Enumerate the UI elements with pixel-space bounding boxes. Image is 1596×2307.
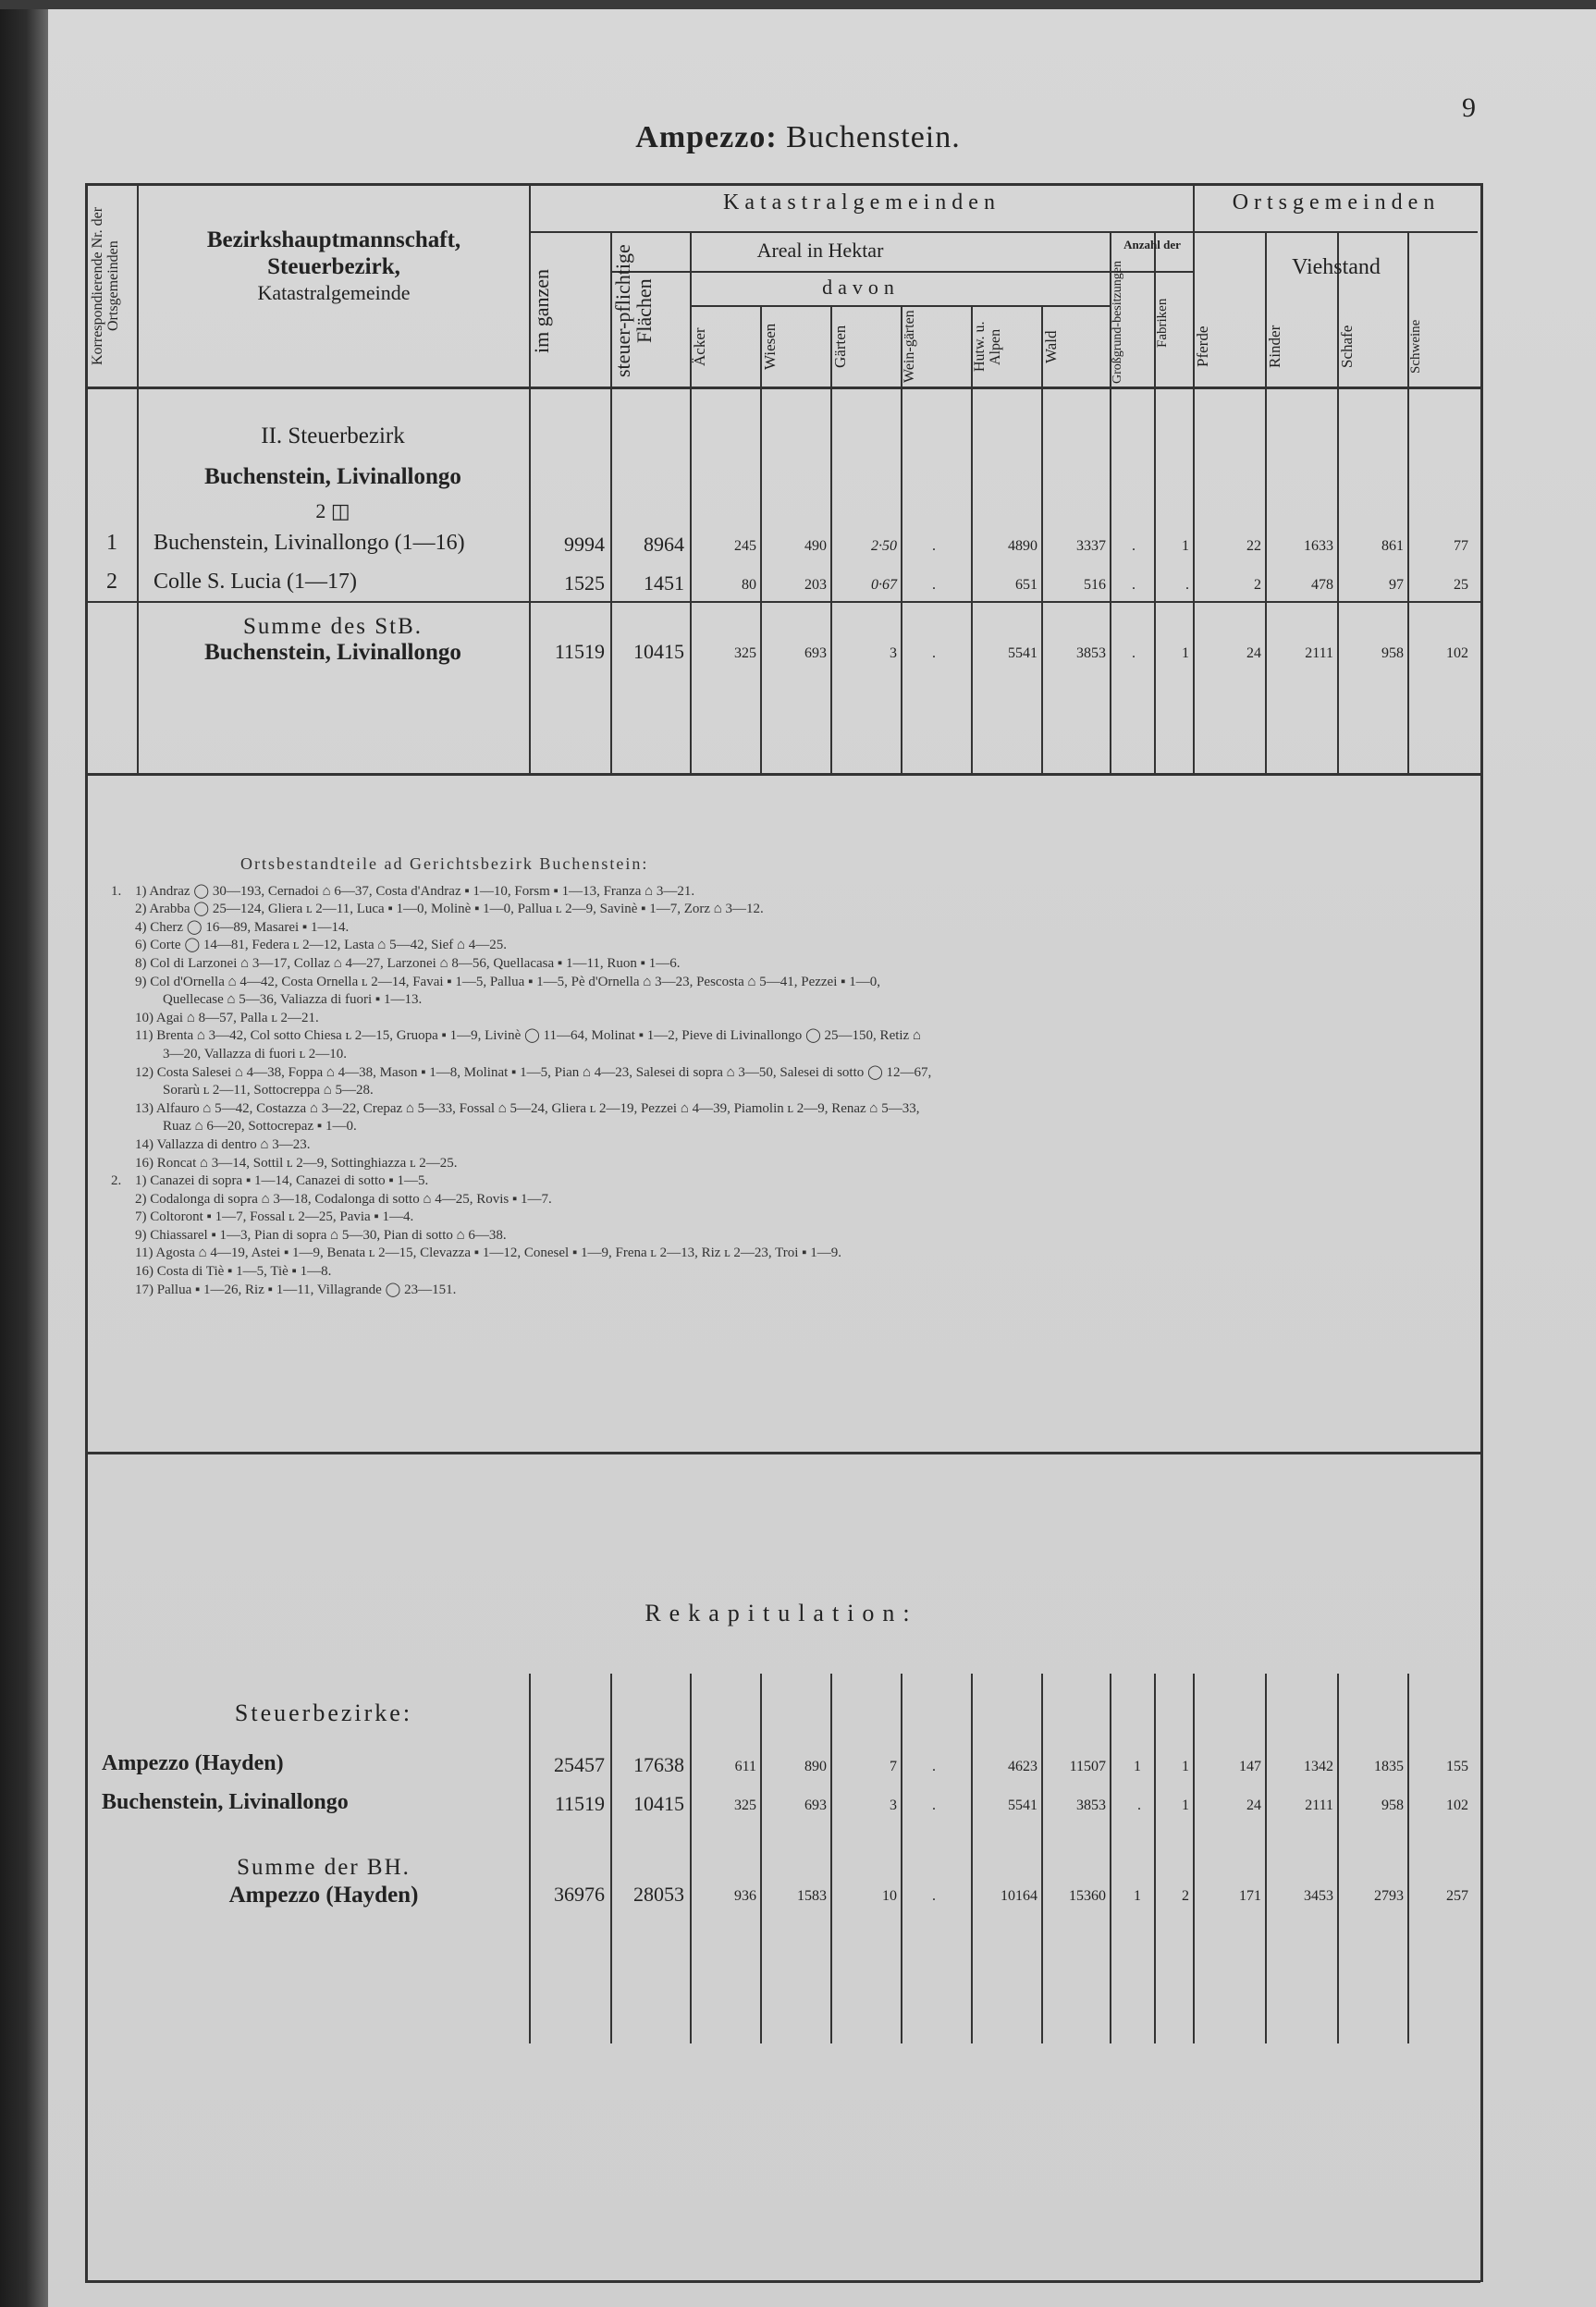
note-text: 9) Chiassarel ▪ 1—3, Pian di sopra ⌂ 5—30, Pian di sotto ⌂ 6—38. bbox=[135, 1227, 507, 1243]
note-line bbox=[111, 1046, 1452, 1064]
row2-schafe: 97 bbox=[1389, 577, 1404, 593]
recap-sum-im-ganzen: 36976 bbox=[554, 1883, 605, 1906]
header-im-ganzen: im ganzen bbox=[530, 268, 553, 353]
note-text: 1) Canazei di sopra ▪ 1—14, Canazei di sotto ▪ 1—5. bbox=[135, 1173, 429, 1189]
row1-gross: . bbox=[1132, 538, 1136, 554]
recap-sum-wald: 15360 bbox=[1069, 1888, 1106, 1904]
note-line bbox=[111, 937, 1452, 955]
header-schweine: Schweine bbox=[1408, 319, 1423, 374]
recap-sum-fabriken: 2 bbox=[1182, 1888, 1189, 1904]
sum-schafe: 958 bbox=[1381, 645, 1404, 661]
note-text: 2) Arabba ◯ 25—124, Gliera ʟ 2—11, Luca ▪ 1—0, Molinè ▪ 1—0, Pallua ʟ 2—9, Savinè ▪ 1—7, Zorz ⌂ 3—12. bbox=[135, 902, 764, 917]
sum-hutw: 5541 bbox=[1008, 645, 1037, 661]
row2-wein: . bbox=[932, 577, 936, 593]
recap-sum-aecker: 936 bbox=[734, 1888, 756, 1904]
note-line bbox=[111, 1263, 1452, 1282]
recap-sum-gross: 1 bbox=[1134, 1888, 1141, 1904]
book-spine-shadow bbox=[0, 0, 48, 2307]
recap-row1-name: Ampezzo (Hayden) bbox=[102, 1751, 284, 1775]
rule-davon bbox=[612, 271, 1193, 273]
recap-row1-gross: 1 bbox=[1134, 1759, 1141, 1774]
row2-gross: . bbox=[1132, 577, 1136, 593]
sum-fabriken: 1 bbox=[1182, 645, 1189, 661]
note-text: 12) Costa Salesei ⌂ 4—38, Foppa ⌂ 4—38, Mason ▪ 1—8, Molinat ▪ 1—5, Pian ⌂ 4—23, Salesei di sopra ⌂ 3—50, Salesei di sotto ◯ 12—67, bbox=[135, 1064, 932, 1080]
header-district bbox=[141, 227, 527, 304]
rule-table-bottom bbox=[85, 773, 1480, 776]
rule-top bbox=[85, 183, 1480, 186]
row1-aecker: 245 bbox=[734, 538, 756, 554]
row2-hutw: 651 bbox=[1015, 577, 1037, 593]
note-line bbox=[111, 1118, 1452, 1136]
sum-im-ganzen: 11519 bbox=[554, 640, 605, 663]
sum-label-line2: Buchenstein, Livinallongo bbox=[204, 640, 461, 665]
row1-schafe: 861 bbox=[1381, 538, 1404, 554]
header-weingaerten: Wein-gärten bbox=[902, 310, 917, 384]
sum-wald: 3853 bbox=[1076, 645, 1106, 661]
row2-nr: 2 bbox=[106, 570, 117, 594]
recap-row2-fabriken: 1 bbox=[1182, 1798, 1189, 1813]
row2-name: Colle S. Lucia (1—17) bbox=[153, 570, 357, 594]
row2-pferde: 2 bbox=[1254, 577, 1261, 593]
recap-row2-schafe: 958 bbox=[1381, 1798, 1404, 1813]
row2-gaerten: 0·67 bbox=[871, 577, 897, 593]
header-gaerten: Gärten bbox=[831, 325, 849, 369]
rule-area bbox=[529, 231, 1193, 233]
note-line bbox=[111, 1245, 1452, 1263]
recap-row1-fabriken: 1 bbox=[1182, 1759, 1189, 1774]
row1-steuer: 8964 bbox=[644, 533, 684, 556]
recap-vrule-ganzen bbox=[610, 1674, 612, 2043]
note-text: Ruaz ⌂ 6—20, Sottocrepaz ▪ 1—0. bbox=[163, 1119, 357, 1135]
rule-row2 bbox=[85, 601, 1480, 603]
note-text: 11) Brenta ⌂ 3—42, Col sotto Chiesa ʟ 2—15, Gruopa ▪ 1—9, Livinè ◯ 11—64, Molinat ▪ 1—2, Pieve di Livinallongo ◯ 25—150, Retiz ⌂ bbox=[135, 1028, 921, 1044]
row1-hutw: 4890 bbox=[1008, 538, 1037, 554]
recap-vrule-wiesen bbox=[830, 1674, 832, 2043]
note-line bbox=[111, 919, 1452, 938]
header-district-line3: Katastralgemeinde bbox=[257, 280, 411, 304]
section-steuerbezirk: II. Steuerbezirk bbox=[261, 423, 405, 448]
row1-wein: . bbox=[932, 538, 936, 554]
recap-vrule-rinder bbox=[1337, 1674, 1339, 2043]
recap-row2-gross: . bbox=[1137, 1798, 1141, 1813]
sum-gross: . bbox=[1132, 645, 1136, 661]
header-grossgrund: Großgrund-besitzungen bbox=[1111, 261, 1124, 385]
recap-row1-wiesen: 890 bbox=[804, 1759, 827, 1774]
header-aecker: Äcker bbox=[691, 327, 708, 366]
recap-vrule-aecker bbox=[760, 1674, 762, 2043]
note-line bbox=[111, 1027, 1452, 1046]
header-wald: Wald bbox=[1042, 330, 1060, 363]
recap-sum-gaerten: 10 bbox=[882, 1888, 897, 1904]
recap-row2-pferde: 24 bbox=[1246, 1798, 1261, 1813]
sum-pferde: 24 bbox=[1246, 645, 1261, 661]
recap-row2-name: Buchenstein, Livinallongo bbox=[102, 1790, 349, 1814]
recap-row2-wald: 3853 bbox=[1076, 1798, 1106, 1813]
note-line bbox=[111, 1155, 1452, 1173]
recap-vrule-fabriken bbox=[1193, 1674, 1195, 2043]
note-line bbox=[111, 1082, 1452, 1100]
recap-vrule-pferde bbox=[1265, 1674, 1267, 2043]
header-anzahl: Anzahl der bbox=[1123, 238, 1181, 252]
header-katastralgemeinden: Katastralgemeinden bbox=[723, 190, 1001, 215]
recap-row2-rinder: 2111 bbox=[1305, 1798, 1333, 1813]
sum-schweine: 102 bbox=[1446, 645, 1468, 661]
section-steuerbezirk-name: Buchenstein, Livinallongo bbox=[204, 464, 461, 489]
sum-rinder: 2111 bbox=[1305, 645, 1333, 661]
note-line bbox=[111, 1227, 1452, 1246]
recap-sum-hutw: 10164 bbox=[1001, 1888, 1037, 1904]
recap-title: Rekapitulation: bbox=[645, 1600, 918, 1626]
row2-aecker: 80 bbox=[742, 577, 756, 593]
sum-wein: . bbox=[932, 645, 936, 661]
header-areal: Areal in Hektar bbox=[756, 239, 884, 262]
recap-sum-steuer: 28053 bbox=[633, 1883, 684, 1906]
notes-heading: Ortsbestandteile ad Gerichtsbezirk Buchenstein: bbox=[240, 854, 649, 873]
row1-fabriken: 1 bbox=[1182, 538, 1189, 554]
recap-vrule-hutw bbox=[1041, 1674, 1043, 2043]
note-text: 16) Costa di Tiè ▪ 1—5, Tiè ▪ 1—8. bbox=[135, 1264, 332, 1280]
rule-header-bottom bbox=[85, 387, 1480, 389]
note-line bbox=[111, 991, 1452, 1010]
note-text: Quellecase ⌂ 5—36, Valiazza di fuori ▪ 1—13. bbox=[163, 992, 423, 1008]
recap-row2-schweine: 102 bbox=[1446, 1798, 1468, 1813]
note-line bbox=[111, 901, 1452, 919]
recap-row2-steuer: 10415 bbox=[633, 1792, 684, 1815]
recap-row2-gaerten: 3 bbox=[890, 1798, 897, 1813]
sum-wiesen: 693 bbox=[804, 645, 827, 661]
notes-lines bbox=[111, 883, 1452, 1300]
recap-vrule-wald bbox=[1110, 1674, 1111, 2043]
note-text: 11) Agosta ⌂ 4—19, Astei ▪ 1—9, Benata ʟ 2—15, Clevazza ▪ 1—12, Conesel ▪ 1—9, Frena ʟ 2—13, Riz ʟ 2—23, Troi ▪ 1—9. bbox=[135, 1246, 841, 1261]
page-number: 9 bbox=[1462, 92, 1476, 123]
note-line bbox=[111, 1136, 1452, 1155]
row1-schweine: 77 bbox=[1454, 538, 1468, 554]
page-top-edge bbox=[0, 0, 1596, 9]
recap-row2-wiesen: 693 bbox=[804, 1798, 827, 1813]
rule-orts bbox=[1193, 231, 1478, 233]
header-hutweiden: Hutw. u. Alpen bbox=[972, 321, 1003, 373]
recap-sum-schafe: 2793 bbox=[1374, 1888, 1404, 1904]
recap-row1-wein: . bbox=[932, 1759, 936, 1774]
note-line bbox=[111, 883, 1452, 902]
row2-fabriken: . bbox=[1185, 577, 1189, 593]
header-davon: davon bbox=[822, 276, 900, 299]
row1-wiesen: 490 bbox=[804, 538, 827, 554]
header-district-line2: Steuerbezirk, bbox=[267, 253, 400, 279]
note-line bbox=[111, 1064, 1452, 1083]
note-text: 13) Alfauro ⌂ 5—42, Costazza ⌂ 3—22, Crepaz ⌂ 5—33, Fossal ⌂ 5—24, Gliera ʟ 2—19, Pezzei ⌂ 4—39, Piamolin ʟ 2—9, Renaz ⌂ 5—33, bbox=[135, 1100, 920, 1116]
row2-wald: 516 bbox=[1084, 577, 1106, 593]
recap-row1-rinder: 1342 bbox=[1304, 1759, 1333, 1774]
note-text: 6) Corte ◯ 14—81, Federa ʟ 2—12, Lasta ⌂ 5—42, Sief ⌂ 4—25. bbox=[135, 938, 508, 953]
note-text: 1) Andraz ◯ 30—193, Cernadoi ⌂ 6—37, Costa d'Andraz ▪ 1—10, Forsm ▪ 1—13, Franza ⌂ 3—21. bbox=[135, 883, 695, 899]
recap-row2-wein: . bbox=[932, 1798, 936, 1813]
header-korrespondierende-nr: Korrespondierende Nr. der Ortsgemeinden bbox=[90, 206, 121, 365]
header-steuerpflichtig: steuer-pflichtige Flächen bbox=[611, 244, 657, 377]
sum-gaerten: 3 bbox=[890, 645, 897, 661]
row2-wiesen: 203 bbox=[804, 577, 827, 593]
recap-row2-hutw: 5541 bbox=[1008, 1798, 1037, 1813]
recap-row1-aecker: 611 bbox=[734, 1759, 756, 1774]
header-pferde: Pferde bbox=[1194, 325, 1211, 368]
recap-steuerbezirke-label: Steuerbezirke: bbox=[234, 1700, 413, 1726]
recap-sum-line1: Summe der BH. bbox=[237, 1855, 411, 1880]
note-line bbox=[111, 1191, 1452, 1209]
header-fabriken: Fabriken bbox=[1155, 298, 1170, 348]
note-text: Sorarù ʟ 2—11, Sottocreppa ⌂ 5—28. bbox=[163, 1083, 374, 1098]
note-line bbox=[111, 955, 1452, 974]
rule-page-bottom bbox=[85, 2280, 1480, 2283]
note-text: 14) Vallazza di dentro ⌂ 3—23. bbox=[135, 1136, 311, 1152]
recap-row1-steuer: 17638 bbox=[633, 1753, 684, 1776]
row1-wald: 3337 bbox=[1076, 538, 1106, 554]
note-text: 2) Codalonga di sopra ⌂ 3—18, Codalonga di sotto ⌂ 4—25, Rovis ▪ 1—7. bbox=[135, 1191, 552, 1207]
recap-row1-im-ganzen: 25457 bbox=[554, 1753, 605, 1776]
recap-sum-schweine: 257 bbox=[1446, 1888, 1468, 1904]
note-group-number: 1. bbox=[111, 883, 122, 899]
page-title-subplace: Buchenstein. bbox=[786, 120, 961, 154]
recap-row1-schafe: 1835 bbox=[1374, 1759, 1404, 1774]
row1-im-ganzen: 9994 bbox=[564, 533, 605, 556]
note-text: 16) Roncat ⌂ 3—14, Sottil ʟ 2—9, Sottinghiazza ʟ 2—25. bbox=[135, 1155, 458, 1171]
row1-pferde: 22 bbox=[1246, 538, 1261, 554]
note-line bbox=[111, 1010, 1452, 1028]
header-rinder: Rinder bbox=[1266, 325, 1283, 369]
note-line bbox=[111, 974, 1452, 992]
header-schafe: Schafe bbox=[1338, 325, 1356, 369]
sum-steuer: 10415 bbox=[633, 640, 684, 663]
row1-gaerten: 2·50 bbox=[871, 538, 897, 554]
row2-im-ganzen: 1525 bbox=[564, 571, 605, 595]
recap-row1-wald: 11507 bbox=[1069, 1759, 1106, 1774]
note-text: 7) Coltoront ▪ 1—7, Fossal ʟ 2—25, Pavia ▪ 1—4. bbox=[135, 1209, 414, 1225]
note-text: 17) Pallua ▪ 1—26, Riz ▪ 1—11, Villagrande ◯ 23—151. bbox=[135, 1282, 457, 1297]
notes-block bbox=[111, 855, 1452, 1299]
note-group-number: 2. bbox=[111, 1173, 122, 1189]
note-line bbox=[111, 1100, 1452, 1119]
recap-row2-im-ganzen: 11519 bbox=[554, 1792, 605, 1815]
recap-vrule-name bbox=[529, 1674, 531, 2043]
recap-vrule-steuer bbox=[690, 1674, 692, 2043]
recap-vrule-schafe bbox=[1407, 1674, 1409, 2043]
recap-row1-hutw: 4623 bbox=[1008, 1759, 1037, 1774]
row1-nr: 1 bbox=[106, 531, 117, 555]
sum-aecker: 325 bbox=[734, 645, 756, 661]
row2-schweine: 25 bbox=[1454, 577, 1468, 593]
recap-sum-rinder: 3453 bbox=[1304, 1888, 1333, 1904]
note-text: 9) Col d'Ornella ⌂ 4—42, Costa Ornella ʟ 2—14, Favai ▪ 1—5, Pallua ▪ 1—5, Pè d'Ornella ⌂ 3—23, Pescosta ⌂ 5—41, Pezzei ▪ 1—0, bbox=[135, 974, 880, 989]
note-text: 8) Col di Larzonei ⌂ 3—17, Collaz ⌂ 4—27, Larzonei ⌂ 8—56, Quellacasa ▪ 1—11, Ruon ▪ 1—6. bbox=[135, 955, 681, 971]
recap-sum-line2: Ampezzo (Hayden) bbox=[228, 1883, 419, 1908]
recap-sum-wein: . bbox=[932, 1888, 936, 1904]
rule-notes-bottom bbox=[85, 1452, 1480, 1454]
recap-vrule-gross bbox=[1154, 1674, 1156, 2043]
recap-row1-gaerten: 7 bbox=[890, 1759, 897, 1774]
row1-rinder: 1633 bbox=[1304, 538, 1333, 554]
page-title bbox=[0, 120, 1596, 155]
section-symbol: 2 ◫ bbox=[315, 499, 350, 522]
recap-vrule-gaerten bbox=[901, 1674, 902, 2043]
row2-steuer: 1451 bbox=[644, 571, 684, 595]
header-district-line1: Bezirkshauptmannschaft, bbox=[206, 227, 461, 252]
header-wiesen: Wiesen bbox=[761, 323, 779, 371]
row1-name: Buchenstein, Livinallongo (1—16) bbox=[153, 531, 465, 555]
note-line bbox=[111, 1282, 1452, 1300]
note-text: 4) Cherz ◯ 16—89, Masarei ▪ 1—14. bbox=[135, 919, 350, 935]
recap-vrule-wein bbox=[971, 1674, 973, 2043]
header-viehstand: Viehstand bbox=[1292, 255, 1381, 279]
page-title-place: Ampezzo: bbox=[635, 120, 778, 154]
note-line bbox=[111, 1172, 1452, 1191]
note-text: 10) Agai ⌂ 8—57, Palla ʟ 2—21. bbox=[135, 1010, 319, 1025]
header-ortsgemeinden: Ortsgemeinden bbox=[1232, 190, 1441, 215]
recap-row1-schweine: 155 bbox=[1446, 1759, 1468, 1774]
row2-rinder: 478 bbox=[1311, 577, 1333, 593]
note-text: 3—20, Vallazza di fuori ʟ 2—10. bbox=[163, 1046, 348, 1061]
recap-row1-pferde: 147 bbox=[1239, 1759, 1261, 1774]
recap-sum-pferde: 171 bbox=[1239, 1888, 1261, 1904]
sum-label-line1: Summe des StB. bbox=[243, 614, 423, 639]
recap-sum-wiesen: 1583 bbox=[797, 1888, 827, 1904]
recap-row2-aecker: 325 bbox=[734, 1798, 756, 1813]
note-line bbox=[111, 1209, 1452, 1227]
